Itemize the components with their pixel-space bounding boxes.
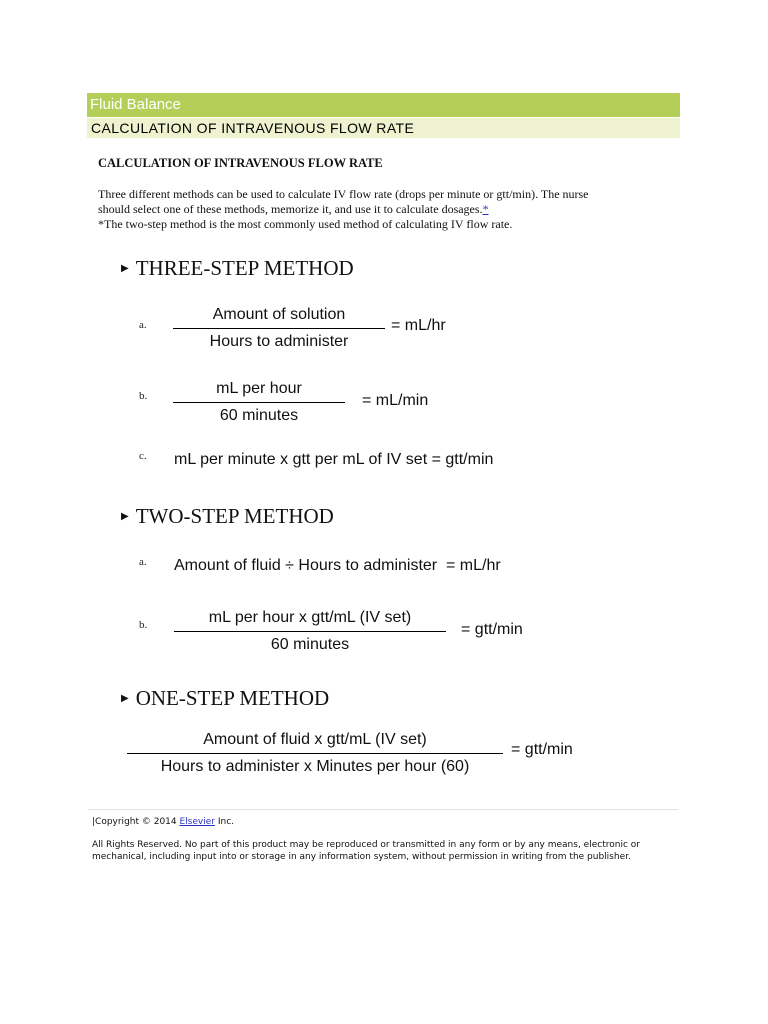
three-step-c-letter: c. <box>139 450 147 462</box>
rights-notice <box>92 839 682 863</box>
copyright-suffix: Inc. <box>214 817 235 827</box>
three-step-b-fraction <box>173 380 345 425</box>
two-step-a-letter: a. <box>139 556 147 568</box>
fraction-denominator: Hours to administer <box>209 333 349 350</box>
fraction-numerator: mL per hour x gtt/mL (IV set) <box>208 609 412 626</box>
rights-line-1: All Rights Reserved. No part of this product may be reproduced or transmitted in any form or by any means, electronic or <box>92 840 640 850</box>
footnote-link[interactable]: * <box>482 202 489 216</box>
two-step-heading <box>121 504 334 529</box>
bullet-triangle-icon: ▶ <box>121 263 129 274</box>
one-step-title: ONE-STEP METHOD <box>135 686 330 710</box>
three-step-heading <box>121 256 354 281</box>
three-step-c-formula: mL per minute x gtt per mL of IV set = gtt/min <box>174 451 494 468</box>
three-step-b-result: = mL/min <box>362 392 429 409</box>
document-heading: CALCULATION OF INTRAVENOUS FLOW RATE <box>98 156 383 170</box>
fraction-numerator: Amount of solution <box>212 306 346 323</box>
fraction-numerator: mL per hour <box>216 380 302 397</box>
three-step-a-letter: a. <box>139 319 147 331</box>
two-step-title: TWO-STEP METHOD <box>135 504 334 528</box>
bullet-triangle-icon: ▶ <box>121 693 129 704</box>
three-step-title: THREE-STEP METHOD <box>135 256 354 280</box>
three-step-a-result: = mL/hr <box>391 317 446 334</box>
one-step-result: = gtt/min <box>511 741 573 758</box>
page-title: CALCULATION OF INTRAVENOUS FLOW RATE <box>87 118 680 138</box>
two-step-b-letter: b. <box>139 619 148 631</box>
fraction-denominator: 60 minutes <box>219 407 299 424</box>
fraction-numerator: Amount of fluid x gtt/mL (IV set) <box>203 731 427 748</box>
intro-line-2: should select one of these methods, memorize it, and use it to calculate dosages. <box>98 202 483 216</box>
section-header: Fluid Balance <box>87 93 680 117</box>
copyright-prefix: |Copyright © 2014 <box>92 817 180 827</box>
three-step-a-fraction <box>173 306 385 351</box>
footer-divider <box>88 809 678 810</box>
intro-note: *The two-step method is the most commonly used method of calculating IV flow rate. <box>98 217 513 231</box>
rights-line-2: mechanical, including input into or storage in any information system, without permission in writing from the publisher. <box>92 852 631 862</box>
one-step-fraction <box>127 731 503 776</box>
fraction-denominator: Hours to administer x Minutes per hour (60) <box>160 758 470 775</box>
elsevier-link[interactable]: Elsevier <box>179 817 215 827</box>
two-step-b-fraction <box>174 609 446 654</box>
two-step-b-result: = gtt/min <box>461 621 523 638</box>
copyright-line <box>92 817 234 827</box>
fraction-denominator: 60 minutes <box>270 636 350 653</box>
intro-paragraph <box>98 187 678 232</box>
bullet-triangle-icon: ▶ <box>121 511 129 522</box>
intro-line-1: Three different methods can be used to calculate IV flow rate (drops per minute or gtt/min). The nurse <box>98 187 589 201</box>
one-step-heading <box>121 686 329 711</box>
two-step-a-formula: Amount of fluid ÷ Hours to administer = mL/hr <box>174 557 501 574</box>
three-step-b-letter: b. <box>139 390 148 402</box>
